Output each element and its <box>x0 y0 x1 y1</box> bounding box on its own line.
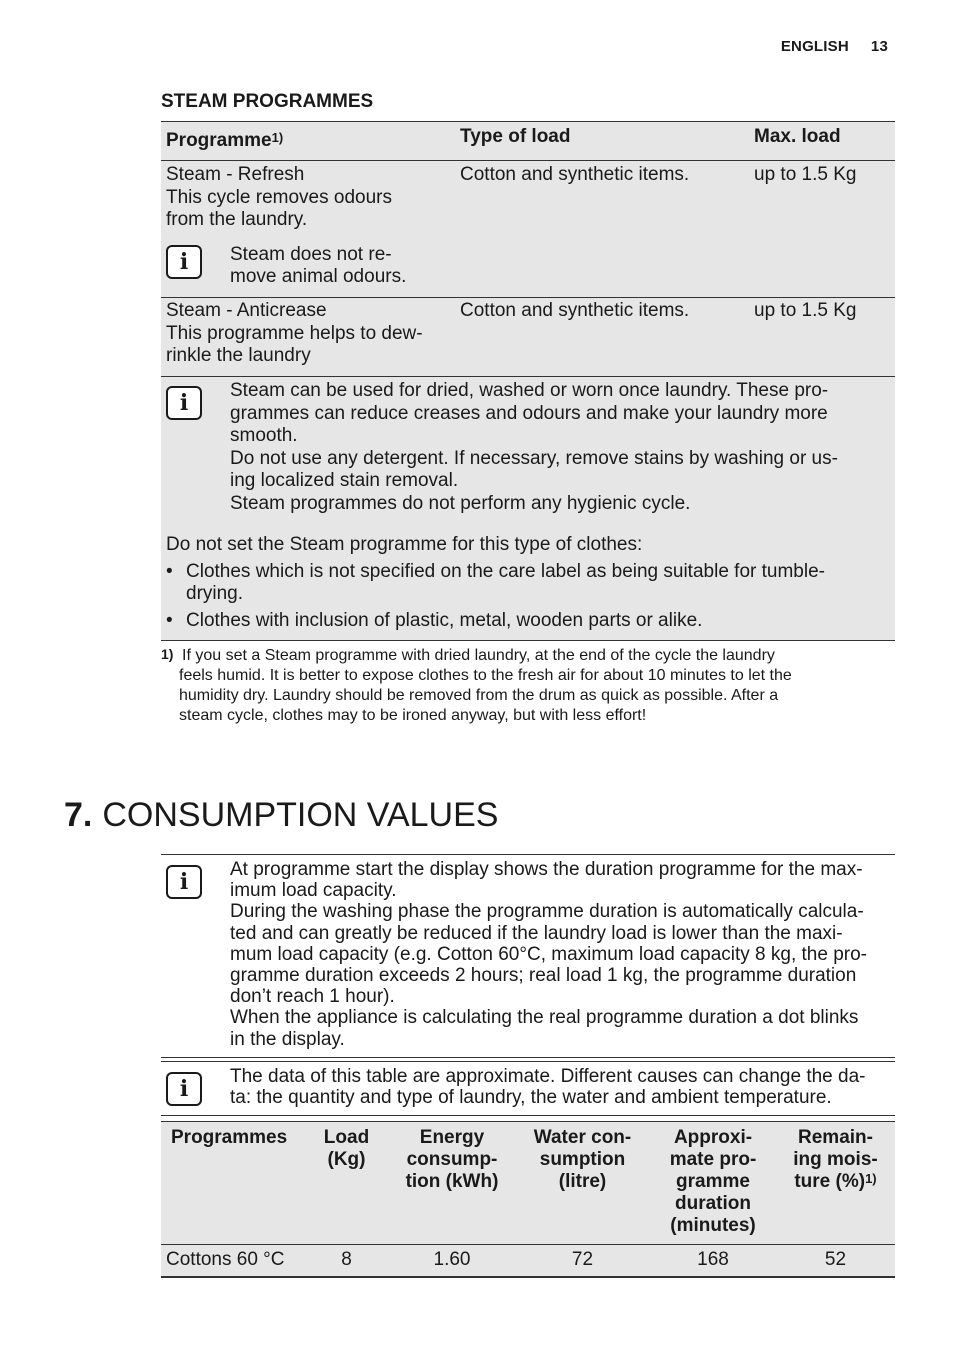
programme-name: Steam - Refresh <box>166 164 305 185</box>
list-item: • Clothes which is not specified on the care label as being suitable for tumble- drying. <box>166 560 825 604</box>
info-icon: i <box>166 245 202 279</box>
cell-water: 72 <box>571 1249 594 1270</box>
steam-programmes-table <box>161 121 895 641</box>
info-icon: i <box>166 1072 202 1106</box>
header-duration: Approxi- mate pro- gramme duration (minutes) <box>669 1127 757 1236</box>
header-moisture: Remain- ing mois- ture (%)$^{1)}$ <box>793 1127 878 1192</box>
type-of-load: Cotton and synthetic items. <box>460 300 690 321</box>
programme-name: Steam - Anticrease <box>166 300 327 321</box>
cell-load: 8 <box>341 1249 352 1270</box>
steam-notes <box>161 377 895 641</box>
section-title: CONSUMPTION VALUES <box>102 796 499 834</box>
page-header <box>781 38 888 55</box>
header-load: Load (Kg) <box>323 1127 370 1170</box>
steam-section-title: STEAM PROGRAMMES <box>161 91 374 112</box>
header-water: Water con- sumption (litre) <box>533 1127 632 1192</box>
cell-energy: 1.60 <box>433 1249 471 1270</box>
table-header-row <box>161 1122 895 1245</box>
table-row <box>161 1245 895 1278</box>
programme-description: from the laundry. <box>166 209 308 230</box>
programme-description: This programme helps to dew- <box>166 322 423 344</box>
max-load: up to 1.5 Kg <box>754 300 857 321</box>
header-max-load: Max. load <box>754 126 841 147</box>
programme-description: This cycle removes odours <box>166 186 392 208</box>
footnote: 1) If you set a Steam programme with dried laundry, at the end of the cycle the laundry feels humid. It is better to expose clothes to the fresh air for about 10 minutes to let the humidity dry. Laundry should be removed from the drum as quick as possible. After a steam cycle, clothes may to be ironed anyway, but with less effort! <box>161 646 792 724</box>
header-programmes: Programmes <box>171 1127 288 1148</box>
data-info-note: i The data of this table are approximate. Different causes can change the da- ta: the quantity and type of laundry, the water and ambient temperature. <box>161 1061 895 1116</box>
consumption-table <box>161 1121 895 1278</box>
info-icon: i <box>166 865 202 899</box>
table-row <box>161 298 895 377</box>
duration-info-note: i At programme start the display shows the duration programme for the max- imum load capacity. During the washing phase the programme duration is automatically calcula- ted and can greatly be reduced if the laundry load is lower than the maxi- mum load capacity (e.g. Cotton 60°C, maximum load capacity 8 kg, the pro- gramme duration exceeds 2 hours; real load 1 kg, the programme duration don’t reach 1 hour). When the appliance is calculating the real programme duration a dot blinks in the display. <box>161 854 895 1058</box>
cell-duration: 168 <box>697 1249 729 1270</box>
page-number: 13 <box>870 38 888 55</box>
table-header-row <box>161 122 895 161</box>
header-type-of-load: Type of load <box>460 126 571 147</box>
header-programme: Programme$^{1)}$ <box>166 130 284 151</box>
list-item: • Clothes with inclusion of plastic, metal, wooden parts or alike. <box>166 609 703 631</box>
steam-info-note: i Steam can be used for dried, washed or worn once laundry. These pro- grammes can reduce creases and odours and make your laundry more smooth. Do not use any detergent. If necessary, remove stains by washing or us- ing localized stain removal. Steam programmes do not perform any hygienic cycle. <box>161 377 895 515</box>
footnote-marker: 1) <box>161 646 174 662</box>
section-number: 7. <box>64 796 93 834</box>
cell-programme: Cottons 60 °C <box>166 1249 285 1270</box>
max-load: up to 1.5 Kg <box>754 164 857 185</box>
programme-description: rinkle the laundry <box>166 345 311 366</box>
cell-moisture: 52 <box>824 1249 847 1270</box>
header-language: ENGLISH <box>780 38 849 55</box>
table-row <box>161 161 895 298</box>
header-energy: Energy consump- tion (kWh) <box>405 1127 499 1192</box>
programme-note: i Steam does not re- move animal odours. <box>166 244 450 289</box>
section-heading <box>64 790 498 840</box>
info-icon: i <box>166 386 202 420</box>
type-of-load: Cotton and synthetic items. <box>460 164 690 185</box>
warning-intro: Do not set the Steam programme for this type of clothes: <box>166 534 643 555</box>
